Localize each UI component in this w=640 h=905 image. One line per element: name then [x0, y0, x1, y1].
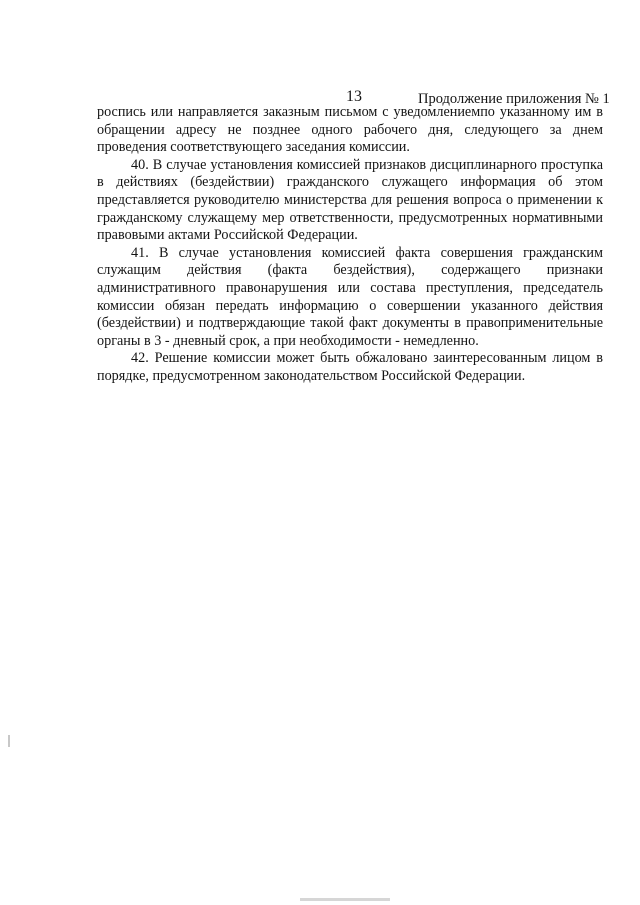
- page-number: 13: [346, 88, 362, 105]
- paragraph-continuation: роспись или направляется заказным письмом с уведомлениемпо указанному им в обращении адресу не позднее одного рабочего дня, следующего за днем проведения соответствующего заседания комиссии.: [97, 104, 603, 156]
- paragraph-41: 41. В случае установления комиссией факта совершения гражданским служащим действия (факта бездействия), содержащего признаки административного правонарушения или состава преступления, председатель комиссии обязан передать информацию о совершении указанного действия (бездействии) и подтверждающие такой факт документы в правоприменительные органы в 3 - дневный срок, а при необходимости - немедленно.: [97, 244, 603, 349]
- appendix-continuation-note: Продолжение приложения № 1: [418, 91, 610, 107]
- paragraph-42: 42. Решение комиссии может быть обжаловано заинтересованным лицом в порядке, предусмотренном законодательством Российской Федерации.: [97, 350, 603, 384]
- footer-scan-artifact: [300, 898, 390, 901]
- scan-artifact: [8, 735, 10, 747]
- paragraph-40: 40. В случае установления комиссией признаков дисциплинарного проступка в действиях (бездействии) гражданского служащего информация об этом представляется руководителю министерства для решения вопроса о применении к гражданскому служащему мер ответственности, предусмотренных нормативными правовыми актами Российской Федерации.: [97, 156, 603, 244]
- document-body: [97, 104, 603, 386]
